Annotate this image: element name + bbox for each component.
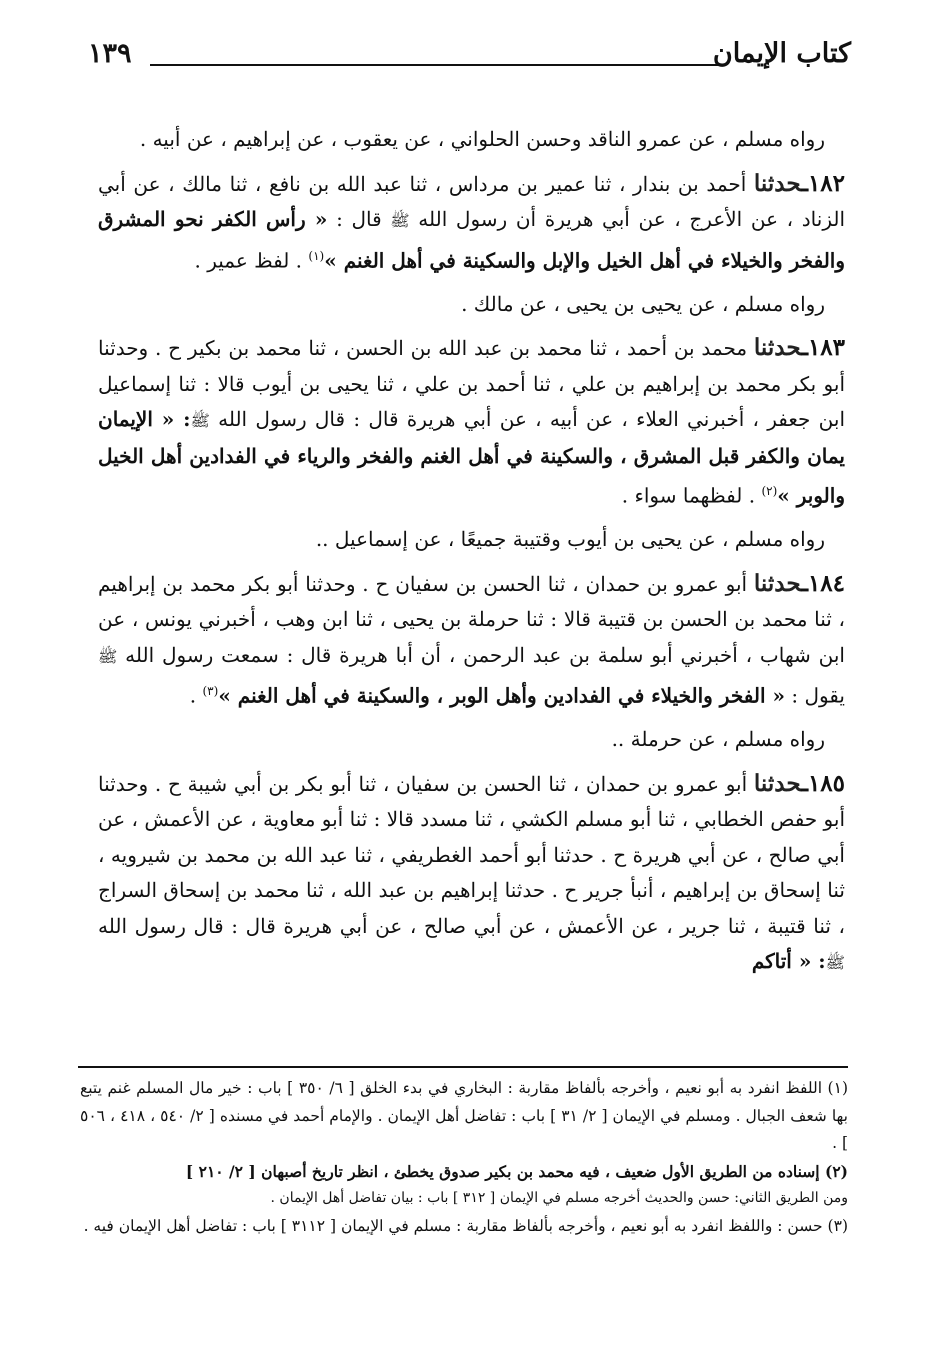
hadith-number: ١٨٢ـ bbox=[801, 169, 845, 197]
hadith-matn: : « الإيمان يمان والكفر قبل المشرق ، والسكينة في أهل الغنم والفخر والرياء في الفدادين أهل الخيل والوبر » bbox=[98, 407, 845, 508]
hadith-number: ١٨٤ـ bbox=[801, 569, 846, 597]
footnote-ref: (٢) bbox=[761, 484, 778, 499]
haddathana-label: حدثنا bbox=[753, 569, 802, 597]
haddathana-label: حدثنا bbox=[753, 769, 802, 797]
hadith-isnad: أحمد بن بندار ، ثنا عمير بن مرداس ، ثنا عبد الله بن نافع ، ثنا مالك ، عن أبي الزناد ، عن الأعرج ، عن أبي هريرة أن رسول الله bbox=[98, 171, 846, 231]
salawat-glyph: ﷺ bbox=[98, 646, 118, 666]
page-body bbox=[98, 114, 845, 981]
footnote-rule bbox=[78, 1066, 848, 1068]
riwaya-182: رواه مسلم ، عن يحيى بن يحيى ، عن مالك . bbox=[461, 291, 825, 316]
riwaya-184: رواه مسلم ، عن حرملة .. bbox=[611, 727, 825, 752]
hadith-183 bbox=[98, 330, 845, 514]
hadith-qal: قال : bbox=[336, 207, 382, 231]
hadith-tail: . bbox=[189, 683, 197, 708]
header-rule bbox=[150, 64, 721, 66]
haddathana-label: حدثنا bbox=[753, 334, 802, 362]
footnote-2: (٢) إسناده من الطريق الأول ضعيف ، فيه محمد بن بكير صدوق يخطئ ، انظر تاريخ أصبهان [ ٢/ ٢١٠ ] bbox=[185, 1161, 848, 1181]
hadith-tail: . لفظهما سواء . bbox=[621, 483, 756, 508]
hadith-185 bbox=[98, 766, 845, 981]
salawat-glyph: ﷺ bbox=[825, 953, 845, 973]
footnote-2-continued: ومن الطريق الثاني: حسن والحديث أخرجه مسلم في الإيمان [ ٣١٢ ] باب : بيان تفاضل أهل الإيمان . bbox=[270, 1190, 848, 1206]
hadith-isnad: أبو عمرو بن حمدان ، ثنا الحسن بن سفيان ح . وحدثنا أبو بكر محمد بن إبراهيم ، ثنا محمد بن الحسن بن قتيبة قالا : ثنا حرملة بن يحيى ، ثنا ابن وهب ، أخبرني يونس ، عن ابن شهاب ، أخبرني أبو سلمة بن عبد الرحمن ، أن أبا هريرة قال : سمعت رسول الله bbox=[98, 571, 845, 667]
hadith-isnad: محمد بن أحمد ، ثنا محمد بن عبد الله بن الحسن ، ثنا محمد بن بكير ح . وحدثنا أبو بكر محمد بن إبراهيم بن علي ، ثنا أحمد بن علي ، ثنا يحيى بن أيوب قالا : ثنا إسماعيل ابن جعفر ، أخبرني العلاء ، عن أبيه ، عن أبي هريرة قال : قال رسول الله bbox=[98, 336, 846, 432]
book-title: كتاب الإيمان bbox=[712, 38, 851, 69]
hadith-isnad: أبو عمرو بن حمدان ، ثنا الحسن بن سفيان ، ثنا أبو بكر بن أبي شيبة ح . وحدثنا أبو حفص الخطابي ، ثنا أبو مسلم الكشي ، ثنا مسدد قالا : ثنا أبو معاوية ، عن الأعمش ، عن أبي صالح ، عن أبي هريرة ح . حدثنا أبو أحمد الغطريفي ، ثنا عبد الله بن محمد بن شيرويه ، ثنا إسحاق بن إبراهيم ، أنبأ جرير ح . حدثنا إبراهيم بن عبد الله ، ثنا محمد بن إسحاق السراج ، ثنا قتيبة ، ثنا جرير ، عن الأعمش ، عن أبي صالح ، عن أبي هريرة قال : قال رسول الله bbox=[98, 771, 845, 938]
footnote-ref: (٣) bbox=[202, 684, 219, 699]
footnote-1: (١) اللفظ انفرد به أبو نعيم ، وأخرجه بألفاظ مقاربة : البخاري في بدء الخلق [ ٦/ ٣٥٠ ] باب : خير مال المسلم غنم يتبع بها شعف الجبال . ومسلم في الإيمان [ ٢/ ٣١ ] باب : تفاضل أهل الإيمان . والإمام أحمد في مسنده [ ٢/ ٥٤٠ ، ٤١٨ ، ٥٠٦ ] . bbox=[80, 1079, 848, 1152]
hadith-number: ١٨٣ـ bbox=[801, 334, 846, 362]
hadith-matn: « رأس الكفر نحو المشرق والفخر والخيلاء في أهل الخيل والإبل والسكينة في أهل الغنم » bbox=[98, 207, 845, 273]
hadith-tail: . لفظ عمير . bbox=[194, 248, 303, 273]
page-header bbox=[88, 38, 851, 78]
salawat-glyph: ﷺ bbox=[190, 411, 210, 431]
footnotes bbox=[80, 1075, 848, 1240]
hadith-qal: يقول : bbox=[791, 683, 845, 708]
intro-riwaya: رواه مسلم ، عن عمرو الناقد وحسن الحلواني ، عن يعقوب ، عن إبراهيم ، عن أبيه . bbox=[139, 127, 825, 151]
hadith-matn: « الفخر والخيلاء في الفدادين وأهل الوبر ، والسكينة في أهل الغنم » bbox=[218, 683, 785, 708]
page-number: ١٣٩ bbox=[88, 38, 132, 69]
riwaya-183: رواه مسلم ، عن يحيى بن أيوب وقتيبة جميعًا ، عن إسماعيل .. bbox=[315, 527, 825, 552]
hadith-number: ١٨٥ـ bbox=[801, 769, 846, 797]
footnote-3: (٣) حسن : واللفظ انفرد به أبو نعيم ، وأخرجه بألفاظ مقاربة : مسلم في الإيمان [ ٣١١٢ ] باب : تفاضل أهل الإيمان فيه . bbox=[83, 1216, 848, 1235]
hadith-matn: : « أتاكم bbox=[751, 949, 826, 974]
hadith-182 bbox=[98, 166, 845, 279]
hadith-184 bbox=[98, 566, 845, 715]
haddathana-label: حدثنا bbox=[753, 169, 802, 197]
footnote-ref: (١) bbox=[308, 248, 325, 263]
salawat-glyph: ﷺ bbox=[390, 211, 410, 230]
